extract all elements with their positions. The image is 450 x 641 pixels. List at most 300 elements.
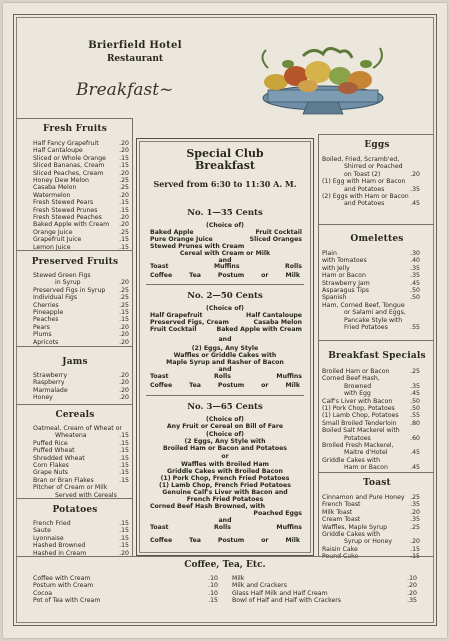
no3-fruit: Any Fruit or Cereal on Bill of Fare	[166, 423, 284, 430]
bev-item: or	[261, 382, 269, 389]
no3-and: and	[218, 517, 232, 524]
bev-item: Tea	[189, 272, 201, 279]
menu-item	[33, 469, 129, 476]
bev-item: Coffee	[150, 537, 173, 544]
no2-waffles: Waffles or Griddle Cakes with	[173, 352, 277, 359]
menu-item-label: Pineapple	[33, 309, 64, 317]
bread-item: Muffins	[213, 263, 240, 270]
menu-item	[33, 590, 218, 597]
menu-item-price: .25	[119, 184, 129, 192]
coffee-left-list	[33, 575, 218, 605]
menu-item-label: Bran or Bran Flakes	[33, 476, 94, 484]
menu-item-label: Hashed in Cream	[33, 549, 87, 557]
bev-item: Coffee	[150, 382, 173, 389]
menu-item-label: Griddle Cakes with	[322, 531, 381, 539]
menu-item-price: .50	[410, 405, 420, 413]
menu-item-price: .20	[119, 140, 129, 147]
menu-item	[33, 287, 129, 294]
bev-item: Coffee	[150, 272, 173, 279]
menu-item	[33, 372, 129, 379]
menu-item	[33, 207, 129, 214]
no3-waffles: Waffles with Broiled Ham	[181, 461, 269, 468]
menu-item-label: Fresh Stewed Peaches	[33, 214, 102, 222]
no3-liver: Genuine Calf's Liver with Bacon and	[162, 489, 288, 496]
menu-item-price: .25	[410, 368, 420, 375]
menu-item-price: .50	[410, 397, 420, 405]
menu-item	[322, 398, 420, 405]
menu-item-price: .35	[410, 382, 420, 390]
menu-item	[33, 162, 129, 169]
menu-item	[33, 229, 129, 236]
bev-item: Tea	[189, 537, 201, 544]
menu-item-label: Broiled Ham or Bacon	[322, 368, 390, 375]
menu-item	[232, 590, 417, 597]
menu-item-label: Strawberry Jam	[322, 279, 370, 287]
menu-item-label: Plums	[33, 331, 52, 339]
menu-item	[33, 387, 129, 394]
menu-item-label: Cherries	[33, 301, 59, 309]
menu-item-label: Shirred or Poached	[344, 163, 403, 171]
menu-item-price: .20	[119, 191, 129, 199]
no2-item: Baked Apple with Cream	[216, 326, 302, 333]
no1-title: No. 1—35 Cents	[187, 208, 263, 218]
menu-item-label: with Tomatoes	[322, 257, 367, 265]
no2-and: and	[218, 336, 232, 343]
no3-griddle: Griddle Cakes with Broiled Bacon	[167, 468, 283, 475]
menu-item-label: French Toast	[322, 501, 361, 509]
fresh-fruits-title: Fresh Fruits	[42, 124, 107, 134]
menu-item	[33, 535, 129, 542]
bev-item: Milk	[285, 382, 300, 389]
preserved-fruits-list	[33, 272, 129, 346]
coffee-right-list	[232, 575, 417, 605]
no3-pork: (1) Pork Chop, French Fried Potatoes	[160, 475, 290, 482]
menu-item	[322, 317, 420, 324]
jams-list	[33, 372, 129, 402]
bread-item: Muffins	[276, 373, 302, 380]
breakfast-specials-title: Breakfast Specials	[328, 351, 426, 361]
menu-item	[322, 287, 420, 294]
menu-item	[322, 302, 420, 309]
menu-item-label: Lyonnaise	[33, 534, 64, 542]
menu-item-price: .50	[410, 294, 420, 302]
no3-item: Corned Beef Hash Browned, with	[150, 503, 266, 510]
menu-item-price: .20	[410, 538, 420, 546]
menu-item-label: Milk and Crackers	[232, 582, 287, 590]
menu-item-price: .25	[410, 494, 420, 501]
menu-item-label: Strawberry	[33, 372, 68, 379]
menu-item-price: .55	[410, 324, 420, 332]
no3-title: No. 3—65 Cents	[187, 402, 263, 412]
no2-item: Fruit Cocktail	[150, 326, 197, 333]
menu-item	[322, 546, 420, 553]
menu-item-label: Pound Cake	[322, 553, 359, 561]
menu-item	[33, 440, 129, 447]
menu-item	[322, 178, 420, 185]
menu-item-price: .15	[208, 597, 218, 605]
menu-item-label: Griddle Cakes with	[322, 456, 381, 464]
menu-item-label: Hashed Browned	[33, 542, 86, 550]
menu-item-price: .25	[119, 294, 129, 302]
omelettes-list	[322, 250, 420, 331]
no2-item: Preserved Figs, Cream	[150, 319, 229, 326]
menu-item	[322, 442, 420, 449]
omelettes-title: Omelettes	[350, 234, 404, 244]
menu-item-label: and Potatoes	[344, 200, 385, 208]
menu-item	[322, 186, 420, 193]
menu-item-label: Half Cantaloupe	[33, 147, 83, 155]
no3-bread	[150, 524, 302, 531]
menu-item-label: Puffed Wheat	[33, 447, 75, 455]
no1-cereal: Cereal with Cream or Milk	[179, 250, 271, 257]
column-separator	[318, 134, 319, 556]
menu-item-price: .10	[208, 589, 218, 597]
menu-item-price: .45	[410, 464, 420, 472]
hotel-name: Brierfield Hotel	[88, 40, 182, 51]
no3-liver-potatoes: French Fried Potatoes	[186, 496, 264, 503]
bev-item: Tea	[189, 382, 201, 389]
menu-item-price: .20	[119, 169, 129, 177]
divider	[16, 250, 132, 251]
menu-item-label: Milk	[232, 575, 245, 582]
menu-item	[33, 520, 129, 527]
menu-item-label: Plain	[322, 250, 337, 257]
menu-item	[33, 184, 129, 191]
menu-item-price: .20	[119, 214, 129, 222]
menu-item	[322, 427, 420, 434]
menu-item-price: .50	[410, 287, 420, 295]
menu-item-price: .20	[119, 549, 129, 557]
menu-item	[33, 477, 129, 484]
no2-bread	[150, 373, 302, 380]
menu-item-label: Puffed Rice	[33, 439, 68, 447]
menu-item-label: (1) Pork Chop, Potatoes	[322, 405, 395, 413]
menu-item	[232, 582, 417, 589]
menu-item-label: Stewed Green Figs	[33, 272, 91, 279]
menu-item-label: Pot of Tea with Cream	[33, 597, 101, 605]
menu-item	[322, 324, 420, 331]
divider	[318, 134, 434, 135]
menu-item-label: Marmalade	[33, 386, 68, 394]
menu-item	[33, 527, 129, 534]
menu-item-label: or Salami and Eggs,	[344, 309, 406, 317]
menu-item	[33, 316, 129, 323]
no1-item: Baked Apple	[150, 229, 194, 236]
menu-item-label: Sliced Peaches, Cream	[33, 169, 104, 177]
menu-item-label: Fresh Stewed Prunes	[33, 206, 98, 214]
menu-item	[322, 383, 420, 390]
coffee-title: Coffee, Tea, Etc.	[184, 560, 266, 570]
menu-item-price: .35	[410, 501, 420, 509]
bev-item: Postum	[217, 382, 245, 389]
menu-item	[322, 435, 420, 442]
no1-item: Fruit Cocktail	[255, 229, 302, 236]
menu-item-label: Half Fancy Grapefruit	[33, 140, 99, 147]
cereals-title: Cereals	[55, 410, 95, 420]
menu-item-label: with Egg	[344, 390, 371, 398]
menu-item	[322, 494, 420, 501]
menu-item-label: Lemon Juice	[33, 243, 71, 251]
fresh-fruits-list	[33, 140, 129, 251]
menu-item	[33, 147, 129, 154]
menu-item-price: .15	[119, 316, 129, 324]
menu-item-label: Honey	[33, 394, 53, 402]
eggs-list	[322, 156, 420, 208]
special-title-line1: Special Club	[186, 147, 264, 160]
no3-lamb: (1) Lamb Chop, French Fried Potatoes	[159, 482, 291, 489]
menu-item	[322, 538, 420, 545]
menu-item-price: .15	[119, 162, 129, 170]
no3-eggs: (2 Eggs, Any Style with	[184, 438, 266, 445]
menu-item-price: .15	[119, 527, 129, 535]
menu-item-price: .15	[119, 243, 129, 251]
menu-item	[33, 379, 129, 386]
menu-item	[322, 280, 420, 287]
menu-item-label: Grape Nuts	[33, 469, 69, 477]
menu-item-label: Corn Flakes	[33, 462, 69, 470]
preserved-fruits-title: Preserved Fruits	[31, 257, 119, 267]
menu-item-label: Raspberry	[33, 379, 65, 387]
menu-item	[322, 163, 420, 170]
bread-item: Toast	[150, 373, 169, 380]
menu-item-label: (1) Lamb Chop, Potatoes	[322, 412, 399, 420]
divider	[146, 395, 304, 396]
no3-or: or	[221, 453, 229, 460]
menu-item-price: .15	[410, 545, 420, 553]
menu-item	[33, 170, 129, 177]
menu-item	[33, 199, 129, 206]
menu-item	[322, 309, 420, 316]
menu-item	[322, 375, 420, 382]
no2-item: Half Cantaloupe	[246, 312, 302, 319]
menu-item-price: .40	[410, 257, 420, 265]
menu-item-label: Bowl of Half and Half with Crackers	[232, 597, 342, 605]
menu-item	[322, 449, 420, 456]
menu-item-price: .15	[119, 454, 129, 462]
menu-item	[33, 309, 129, 316]
menu-item-label: Ham, Corned Beef, Tongue	[322, 301, 405, 309]
menu-item-label: and Potatoes	[344, 185, 385, 193]
menu-item-price: .25	[119, 301, 129, 309]
menu-item	[232, 575, 417, 582]
menu-item-price: .45	[410, 279, 420, 287]
special-club-title	[140, 148, 310, 172]
menu-item-label: Milk Toast	[322, 508, 353, 516]
menu-item-label: Coffee with Cream	[33, 575, 91, 582]
bev-item: or	[261, 272, 269, 279]
menu-item-label: Waffles, Maple Syrup	[322, 523, 387, 531]
menu-item	[33, 324, 129, 331]
bev-item: Postum	[217, 537, 245, 544]
menu-item-label: Browned	[344, 382, 372, 390]
menu-item	[33, 155, 129, 162]
no2-eggs: (2) Eggs, Any Style	[191, 345, 259, 352]
menu-item-price: .20	[119, 323, 129, 331]
menu-item-price: .35	[410, 272, 420, 280]
bread-item: Muffins	[276, 524, 302, 531]
menu-item-label: Oatmeal, Cream of Wheat or	[33, 425, 122, 432]
served-hours: Served from 6:30 to 11:30 A. M.	[153, 179, 297, 189]
divider	[318, 224, 434, 225]
menu-item	[322, 420, 420, 427]
menu-item-price: .15	[119, 542, 129, 550]
menu-item-price: .20	[410, 508, 420, 516]
no1-item: Pure Orange Juice	[150, 236, 213, 243]
menu-item	[33, 394, 129, 401]
bev-item: or	[261, 537, 269, 544]
menu-item-price: .15	[119, 520, 129, 527]
menu-item	[322, 200, 420, 207]
menu-item	[322, 464, 420, 471]
menu-item	[322, 265, 420, 272]
menu-item	[33, 221, 129, 228]
menu-item-price: .45	[410, 200, 420, 208]
menu-item-price: .20	[407, 589, 417, 597]
menu-item-price: .45	[410, 449, 420, 457]
menu-item-label: on Toast (2)	[344, 170, 381, 178]
menu-item-label: Cream Toast	[322, 516, 361, 524]
eggs-title: Eggs	[364, 140, 390, 150]
menu-item	[33, 339, 129, 346]
menu-item-label: Small Broiled Tenderloin	[322, 419, 397, 427]
menu-item-price: .10	[407, 575, 417, 582]
menu-item-label: Calf's Liver with Bacon	[322, 397, 393, 405]
menu-item-label: French Fried	[33, 520, 71, 527]
menu-item-label: Broiled Fresh Mackerel,	[322, 442, 394, 450]
menu-item	[33, 279, 129, 286]
menu-item-label: Syrup or Honey	[344, 538, 393, 546]
potatoes-list	[33, 520, 129, 557]
no2-item: Casaba Melon	[253, 319, 302, 326]
menu-item-label: Individual Figs	[33, 294, 78, 302]
divider	[16, 118, 132, 119]
menu-item	[322, 501, 420, 508]
bread-item: Rolls	[213, 524, 231, 531]
menu-item-price: .20	[119, 331, 129, 339]
menu-item-price: .30	[410, 250, 420, 257]
menu-item-label: Potatoes	[344, 434, 371, 442]
no2-choice: (Choice of)	[206, 305, 244, 312]
menu-item-price: .35	[410, 264, 420, 272]
menu-item-price: .60	[410, 434, 420, 442]
no1-and: and	[218, 257, 232, 264]
menu-item-label: Fresh Stewed Pears	[33, 199, 94, 207]
menu-item-label: Orange Juice	[33, 228, 73, 236]
menu-item-price: .20	[119, 338, 129, 346]
no2-syrup: Maple Syrup and Rasher of Bacon	[166, 359, 284, 366]
menu-item-price: .15	[119, 534, 129, 542]
no3-ham: Broiled Ham or Bacon and Potatoes	[163, 445, 287, 452]
no3-item: Poached Eggs	[253, 510, 302, 517]
menu-item-price: .35	[410, 516, 420, 524]
menu-item-label: Casaba Melon	[33, 184, 77, 192]
menu-item-label: Sliced or Whole Orange	[33, 154, 106, 162]
menu-item-label: Pitcher of Cream or Milk	[33, 484, 108, 492]
divider	[318, 472, 434, 473]
special-title-line2: Breakfast	[195, 159, 255, 172]
no3-choice1: (Choice of)	[206, 416, 244, 423]
fruit-bowl-illustration	[248, 38, 398, 118]
menu-item-label: Glass Half Milk and Half Cream	[232, 589, 328, 597]
menu-item	[322, 156, 420, 163]
menu-item-price: .15	[119, 476, 129, 484]
bev-item: Milk	[285, 272, 300, 279]
menu-item	[322, 524, 420, 531]
menu-item	[33, 462, 129, 469]
menu-item-price: .20	[119, 394, 129, 402]
divider	[16, 556, 434, 557]
bread-item: Toast	[150, 524, 169, 531]
menu-item-price: .25	[119, 286, 129, 294]
menu-item-label: with Jelly	[322, 264, 350, 272]
menu-item	[33, 447, 129, 454]
menu-item-label: Maitre d'Hotel	[344, 449, 388, 457]
cereals-list	[33, 425, 129, 499]
menu-item-label: Cinnamon and Pure Honey	[322, 494, 405, 501]
no2-row3	[150, 326, 302, 333]
menu-item-price: .15	[119, 206, 129, 214]
menu-item-price: .20	[119, 372, 129, 379]
menu-item	[322, 405, 420, 412]
menu-item-label: Apricots	[33, 338, 59, 346]
menu-item-price: .15	[119, 469, 129, 477]
menu-item-label: Saute	[33, 527, 51, 535]
menu-item-label: Shredded Wheat	[33, 454, 85, 462]
menu-item-label: Honey Dew Melon	[33, 177, 89, 185]
menu-item	[33, 575, 218, 582]
column-separator	[132, 118, 133, 556]
menu-item-price: .80	[410, 419, 420, 427]
menu-item	[33, 214, 129, 221]
menu-item-price: .25	[410, 523, 420, 531]
menu-item-price: .10	[208, 582, 218, 590]
menu-item	[33, 302, 129, 309]
menu-item-label: Spanish	[322, 294, 347, 302]
no3-beverages	[150, 537, 300, 544]
menu-item-label: (1) Egg with Ham or Bacon	[322, 178, 406, 186]
menu-item	[33, 177, 129, 184]
menu-item-price: .15	[119, 199, 129, 207]
menu-item-price: .15	[119, 236, 129, 244]
potatoes-title: Potatoes	[52, 505, 98, 515]
menu-item	[322, 531, 420, 538]
menu-item-price: .20	[119, 379, 129, 387]
menu-item-label: Sliced Bananas, Cream	[33, 162, 105, 170]
bev-item: Milk	[285, 537, 300, 544]
menu-item-label: in Syrup	[55, 279, 81, 287]
no1-item: Stewed Prunes with Cream	[150, 243, 245, 250]
bev-item: Postum	[217, 272, 245, 279]
menu-item-label: Wheatena	[55, 432, 87, 440]
menu-item-price: .45	[410, 390, 420, 398]
menu-item	[322, 250, 420, 257]
menu-item	[322, 368, 420, 375]
menu-item	[322, 294, 420, 301]
menu-item	[232, 597, 417, 604]
menu-item	[33, 484, 129, 491]
menu-item	[33, 272, 129, 279]
menu-item-label: Ham or Bacon	[322, 272, 366, 280]
menu-item	[33, 294, 129, 301]
no1-beverages	[150, 272, 300, 279]
menu-item-label: Pears	[33, 323, 50, 331]
menu-item-price: .25	[119, 177, 129, 185]
toast-title: Toast	[363, 478, 391, 488]
menu-item-price: .15	[119, 154, 129, 162]
menu-item-price: .20	[119, 279, 129, 287]
breakfast-heading: Breakfast~	[76, 80, 174, 100]
no3-choice2: (Choice of)	[206, 431, 244, 438]
